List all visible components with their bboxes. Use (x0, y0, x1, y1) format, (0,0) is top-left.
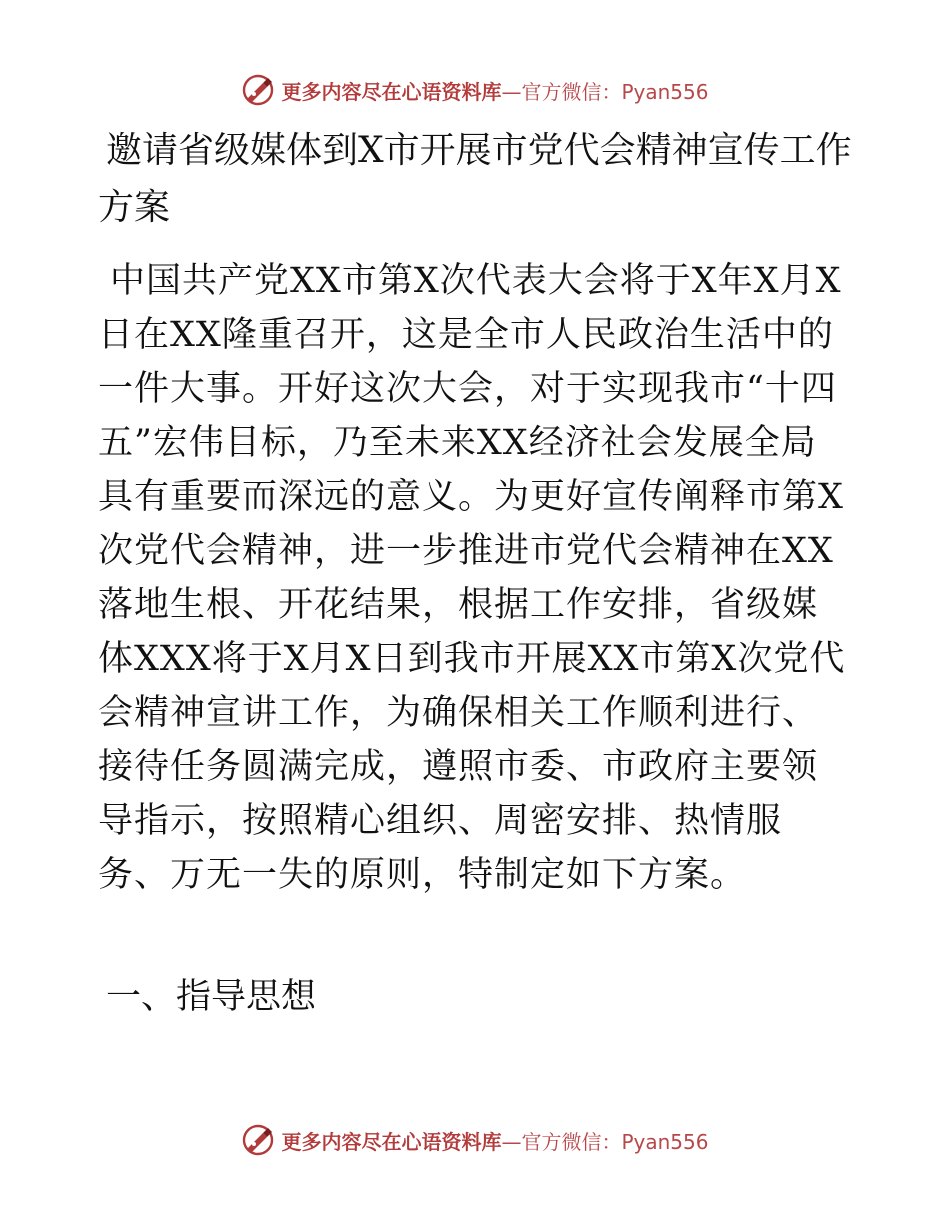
watermark-text (281, 1126, 708, 1155)
pen-logo-icon (241, 1123, 275, 1157)
pen-logo-icon (241, 73, 275, 107)
watermark-wechat-text: —官方微信：Pyan556 (501, 79, 709, 104)
watermark-text (281, 76, 708, 105)
watermark-wechat-text: —官方微信：Pyan556 (501, 1129, 709, 1154)
section-heading-guiding-thought: 一、指导思想 (106, 977, 317, 1017)
watermark-bold-text: 更多内容尽在心语资料库 (281, 79, 502, 104)
watermark-header (0, 70, 950, 110)
document-title: 邀请省级媒体到X市开展市党代会精神宣传工作方案 (98, 130, 852, 228)
intro-paragraph: 中国共产党XX市第X次代表大会将于X年X月X日在XX隆重召开，这是全市人民政治生活中的一件大事。开好这次大会，对于实现我市“十四五”宏伟目标，乃至未来XX经济社会发展全局具有重要而深远的意义。为更好宣传阐释市第X次党代会精神，进一步推进市党代会精神在XX落地生根、开花结果，根据工作安排，省级媒体XXX将于X月X日到我市开展XX市第X次党代会精神宣讲工作，为确保相关工作顺利进行、接待任务圆满完成，遵照市委、市政府主要领导指示，按照精心组织、周密安排、热情服务、万无一失的原则，特制定如下方案。 (98, 261, 846, 895)
watermark-footer (0, 1120, 950, 1160)
watermark-bold-text: 更多内容尽在心语资料库 (281, 1129, 502, 1154)
